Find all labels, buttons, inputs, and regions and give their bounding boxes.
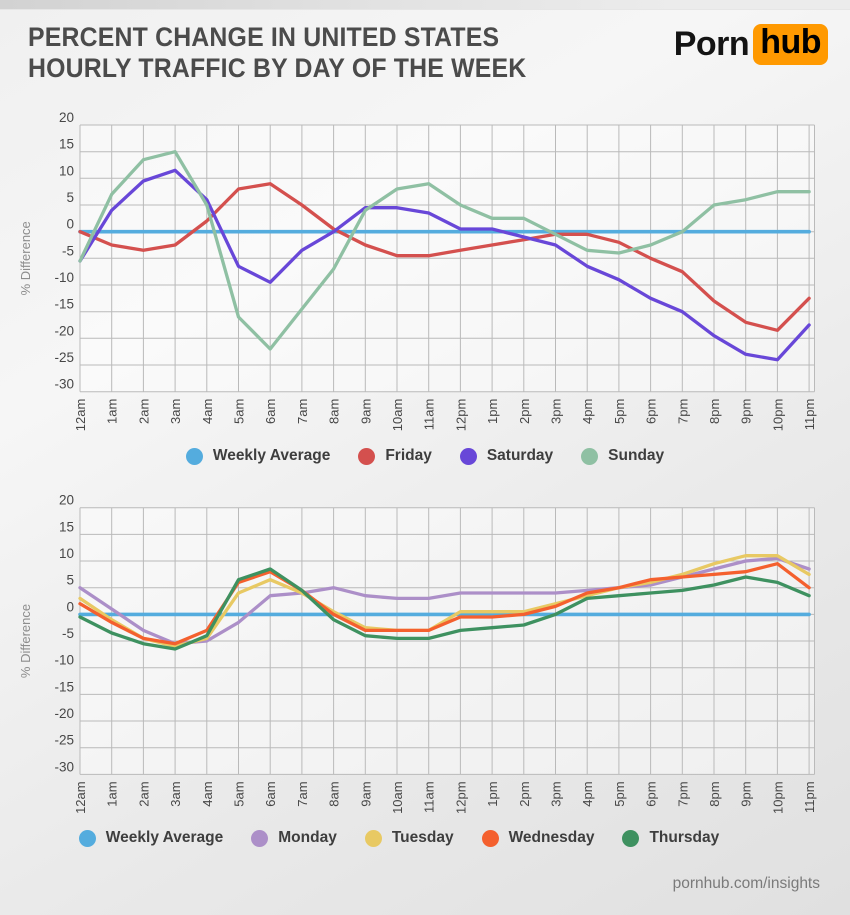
legend-label: Weekly Average: [212, 447, 331, 464]
y-tick-label: -15: [54, 296, 74, 312]
hour-label: 10am: [390, 398, 405, 432]
y-tick-label: 0: [66, 599, 74, 615]
hour-label: 1am: [104, 781, 120, 807]
hour-label: 8pm: [707, 781, 722, 807]
y-tick-label: 5: [66, 190, 74, 205]
hour-label: 9am: [358, 781, 374, 807]
y-tick-label: -30: [54, 759, 74, 775]
hour-label: 3am: [168, 781, 184, 807]
y-tick-label: -25: [54, 350, 74, 365]
y-tick-label: 5: [66, 572, 74, 588]
legend-item-sunday: [581, 447, 664, 465]
legend-dot-icon: [358, 448, 375, 465]
page-title-line1: PERCENT CHANGE IN UNITED STATES: [28, 22, 500, 52]
logo-text-porn: Porn: [673, 24, 750, 63]
hour-label: 4am: [199, 398, 215, 424]
hour-label: 7pm: [675, 398, 691, 424]
hour-label: 6pm: [643, 398, 659, 424]
hour-label: 2pm: [516, 781, 532, 807]
legend-dot-icon: [365, 830, 382, 847]
legend-dot-icon: [460, 448, 477, 465]
y-tick-label: -10: [54, 270, 74, 285]
hour-label: 1pm: [485, 398, 501, 424]
hour-label: 10pm: [770, 781, 786, 814]
legend-label: Monday: [278, 829, 337, 846]
hour-label: 9pm: [738, 781, 754, 807]
legend-dot-icon: [251, 830, 268, 847]
y-tick-label: -5: [61, 243, 74, 259]
hour-label: 11am: [421, 781, 437, 813]
y-tick-label: -15: [54, 679, 74, 695]
y-tick-label: 0: [66, 216, 74, 232]
hour-label: 11pm: [802, 781, 818, 813]
legend-label: Sunday: [608, 447, 665, 464]
hour-label: 9pm: [738, 398, 754, 424]
hour-label: 10pm: [770, 398, 786, 432]
legend-item-tuesday: [365, 829, 454, 847]
y-tick-label: -5: [61, 626, 74, 641]
hour-label: 4am: [199, 781, 215, 807]
hour-label: 8pm: [707, 398, 722, 424]
hour-label: 12am: [73, 398, 88, 432]
y-tick-label: 10: [58, 546, 74, 561]
legend-item-wednesday: [482, 829, 595, 847]
hour-label: 7am: [294, 398, 310, 424]
hour-label: 3pm: [548, 781, 564, 807]
legend-item-saturday: [460, 447, 553, 465]
hour-label: 1pm: [485, 781, 501, 807]
legend-dot-icon: [581, 448, 598, 465]
legend-label: Thursday: [649, 829, 720, 846]
hour-label: 5pm: [611, 781, 627, 807]
hour-label: 6am: [263, 398, 279, 424]
legend-dot-icon: [622, 830, 639, 847]
hour-label: 5am: [231, 781, 247, 807]
legend-item-friday: [358, 447, 432, 465]
legend-label: Saturday: [486, 447, 554, 464]
hour-label: 2pm: [516, 398, 532, 424]
y-tick-label: -30: [54, 376, 74, 392]
legend-item-weekly-average: [79, 829, 223, 847]
legend-label: Tuesday: [391, 829, 454, 846]
hour-label: 1am: [104, 398, 120, 424]
hour-label: 6pm: [643, 781, 659, 807]
hour-label: 12pm: [453, 398, 469, 432]
legend-dot-icon: [186, 448, 203, 465]
hour-label: 7pm: [675, 781, 691, 807]
hour-label: 8am: [326, 398, 342, 424]
legend-label: Weekly Average: [105, 829, 224, 846]
hour-label: 3pm: [548, 398, 564, 424]
hour-label: 4pm: [580, 398, 596, 424]
hour-label: 11am: [421, 398, 437, 431]
hour-label: 5am: [231, 398, 247, 424]
chart-2: [18, 493, 817, 814]
y-tick-label: 20: [58, 110, 74, 125]
legend-label: Friday: [385, 447, 432, 464]
hour-label: 2am: [136, 781, 152, 807]
hour-label: 10am: [390, 781, 405, 814]
y-tick-label: 10: [58, 163, 74, 179]
y-axis-label: % Difference: [18, 221, 33, 296]
hour-label: 9am: [358, 398, 374, 424]
chart-1: [18, 110, 817, 431]
hour-label: 4pm: [580, 781, 596, 807]
legend-dot-icon: [79, 830, 96, 847]
y-tick-label: -25: [54, 732, 74, 748]
hour-label: 3am: [168, 398, 184, 424]
hour-label: 7am: [294, 781, 310, 807]
legend-weekday-chart: [0, 829, 824, 847]
legend-item-monday: [251, 829, 337, 847]
y-tick-label: -20: [54, 706, 74, 721]
hour-label: 6am: [263, 781, 279, 807]
y-tick-label: -20: [54, 323, 74, 339]
y-tick-label: 15: [58, 519, 74, 535]
y-axis-label: % Difference: [18, 603, 33, 679]
y-tick-label: 20: [58, 492, 74, 508]
page-title-line2: HOURLY TRAFFIC BY DAY OF THE WEEK: [28, 53, 527, 84]
hour-label: 8am: [326, 781, 342, 807]
hour-label: 5pm: [611, 398, 627, 424]
hour-label: 11pm: [802, 398, 818, 431]
legend-item-weekly-average: [186, 447, 330, 465]
hour-label: 12pm: [453, 781, 469, 814]
logo-text-hub: hub: [753, 24, 828, 65]
legend-dot-icon: [482, 830, 499, 847]
hour-label: 12am: [73, 781, 88, 814]
footer-url: pornhub.com/insights: [672, 875, 820, 892]
y-tick-label: -10: [54, 652, 74, 668]
legend-item-thursday: [622, 829, 719, 847]
legend-weekend-chart: [0, 447, 850, 465]
hour-label: 2am: [136, 398, 152, 424]
legend-label: Wednesday: [508, 829, 595, 846]
y-tick-label: 15: [58, 136, 74, 152]
